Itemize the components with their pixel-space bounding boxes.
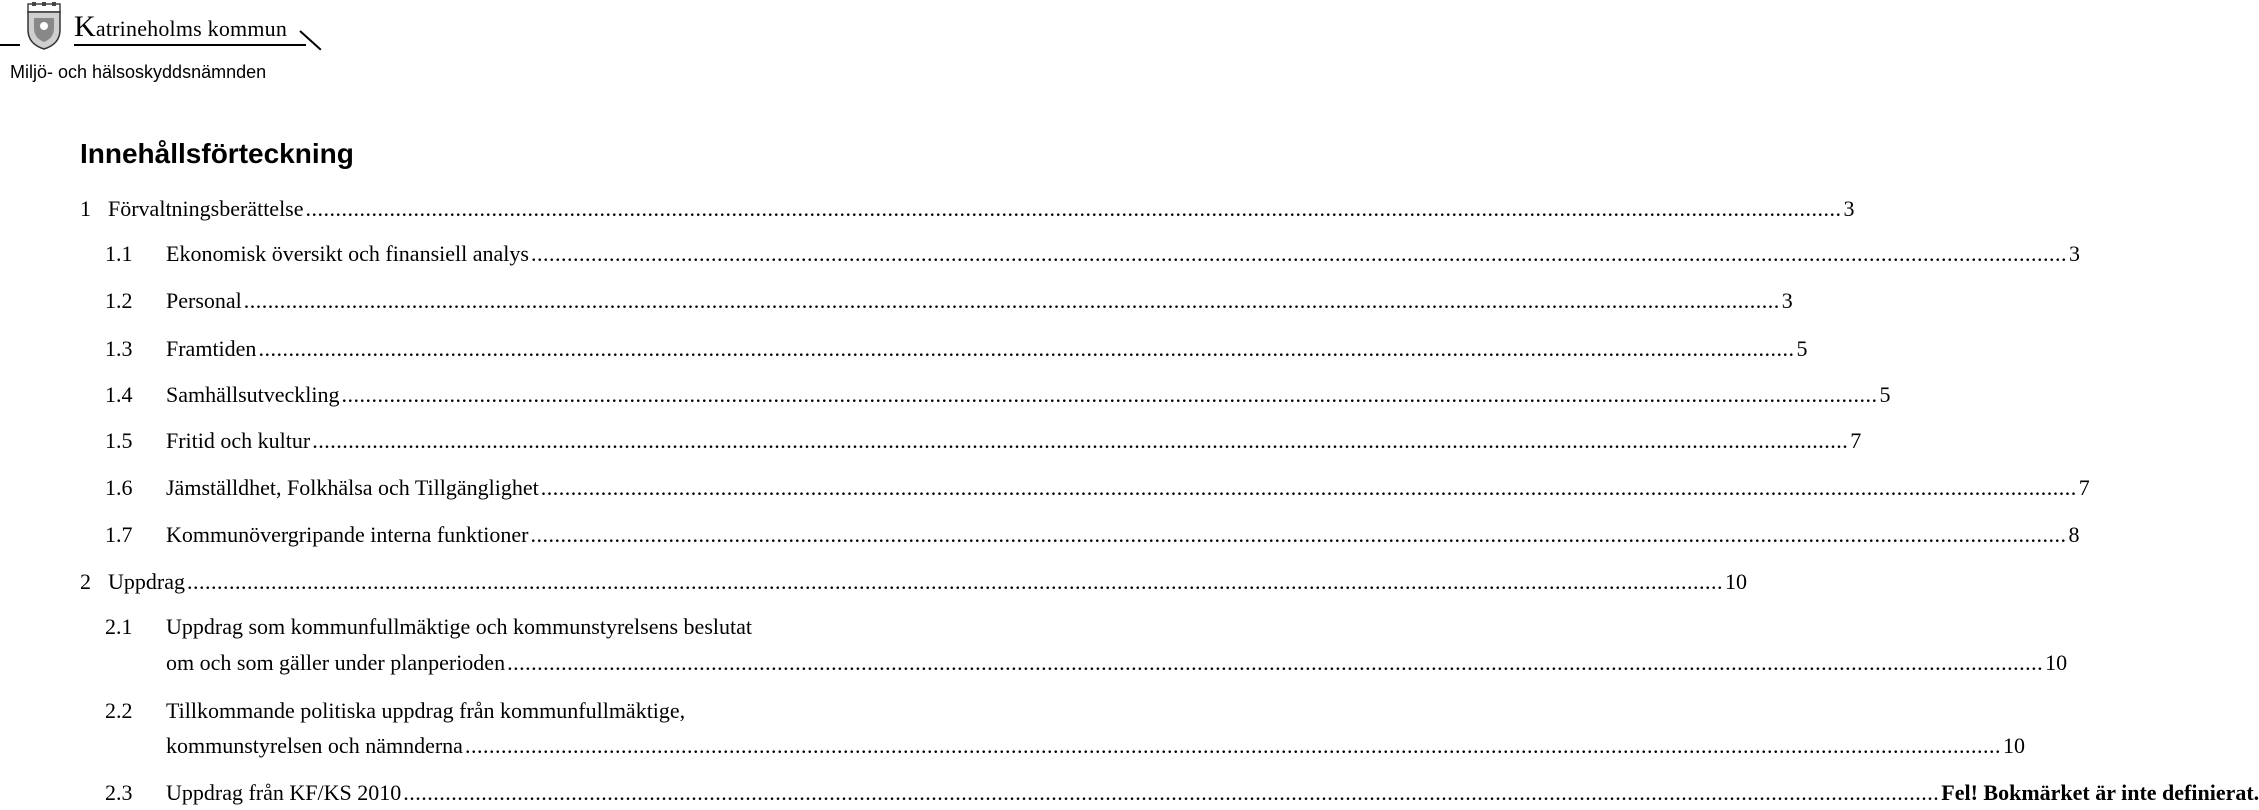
toc-entry-label: Ekonomisk översikt och finansiell analys xyxy=(166,241,529,266)
toc-entry-label: Uppdrag xyxy=(108,569,185,594)
header-rule-slash xyxy=(299,30,321,50)
leader-dots xyxy=(312,424,1848,458)
toc-entry-number: 1 xyxy=(80,196,91,221)
toc-entry-number: 1.5 xyxy=(105,428,133,453)
toc-title: Innehållsförteckning xyxy=(80,138,354,169)
department-name: Miljö- och hälsoskyddsnämnden xyxy=(10,62,267,82)
toc-entry-page: 3 xyxy=(1781,288,1793,313)
toc-entry-page: 3 xyxy=(1843,196,1855,221)
toc-entry-number: 2.3 xyxy=(105,780,133,805)
leader-dots xyxy=(541,471,2077,505)
header-rule-left xyxy=(0,44,20,46)
toc-entry-label: Fritid och kultur xyxy=(166,428,311,453)
toc-entry-label: Förvaltningsberättelse xyxy=(108,196,304,221)
toc-entry-label-line1: Tillkommande politiska uppdrag från kommunfullmäktige, xyxy=(166,698,686,723)
toc-entry-label: om och som gäller under planperioden xyxy=(166,650,506,675)
toc-entry-number: 1.3 xyxy=(105,336,133,361)
toc-entry-number: 1.4 xyxy=(105,382,133,407)
toc-entry-page: 7 xyxy=(2078,475,2090,500)
toc-entry-page: 5 xyxy=(1879,382,1891,407)
toc-entry-label: Jämställdhet, Folkhälsa och Tillgänglighet xyxy=(166,475,539,500)
toc-entry-label: Framtiden xyxy=(166,336,257,361)
leader-dots xyxy=(306,192,1842,226)
header-rule xyxy=(74,44,306,46)
toc-entry-label: Personal xyxy=(166,288,242,313)
leader-dots xyxy=(342,378,1878,412)
toc-entry-number: 1.6 xyxy=(105,475,133,500)
toc-entry-number: 1.1 xyxy=(105,241,133,266)
leader-dots xyxy=(465,729,2001,763)
toc-entry-label: Uppdrag från KF/KS 2010 xyxy=(166,780,402,805)
toc-entry-label: Kommunövergripande interna funktioner xyxy=(166,522,529,547)
toc-entry-label: Samhällsutveckling xyxy=(166,382,340,407)
toc-entry-page: 3 xyxy=(2068,241,2080,266)
toc-entry-label-line1: Uppdrag som kommunfullmäktige och kommunstyrelsens beslutat xyxy=(166,614,752,639)
toc-entry-page: 10 xyxy=(2002,733,2025,758)
toc-entry-label: kommunstyrelsen och nämnderna xyxy=(166,733,463,758)
leader-dots xyxy=(531,518,2067,552)
municipal-crest-icon xyxy=(24,2,64,50)
document-header xyxy=(0,0,960,90)
toc-entry-number: 1.2 xyxy=(105,288,133,313)
leader-dots xyxy=(244,284,1780,318)
leader-dots xyxy=(531,237,2067,271)
toc-entry-page: 8 xyxy=(2068,522,2080,547)
leader-dots xyxy=(403,776,1939,810)
toc-entry-page-error: Fel! Bokmärket är inte definierat. xyxy=(1941,780,2259,805)
leader-dots xyxy=(507,646,2043,680)
leader-dots xyxy=(258,332,1794,366)
toc-entry-number: 2.2 xyxy=(105,698,133,723)
leader-dots xyxy=(187,565,1723,599)
toc-entry-number: 1.7 xyxy=(105,522,133,547)
toc-entry-number: 2.1 xyxy=(105,614,133,639)
toc-entry-page: 10 xyxy=(1724,569,1747,594)
toc-entry-number: 2 xyxy=(80,569,91,594)
toc-entry-page: 7 xyxy=(1850,428,1862,453)
organization-name: Katrineholms kommun xyxy=(74,10,288,43)
toc-entry-page: 5 xyxy=(1796,336,1808,361)
toc-entry-page: 10 xyxy=(2045,650,2068,675)
